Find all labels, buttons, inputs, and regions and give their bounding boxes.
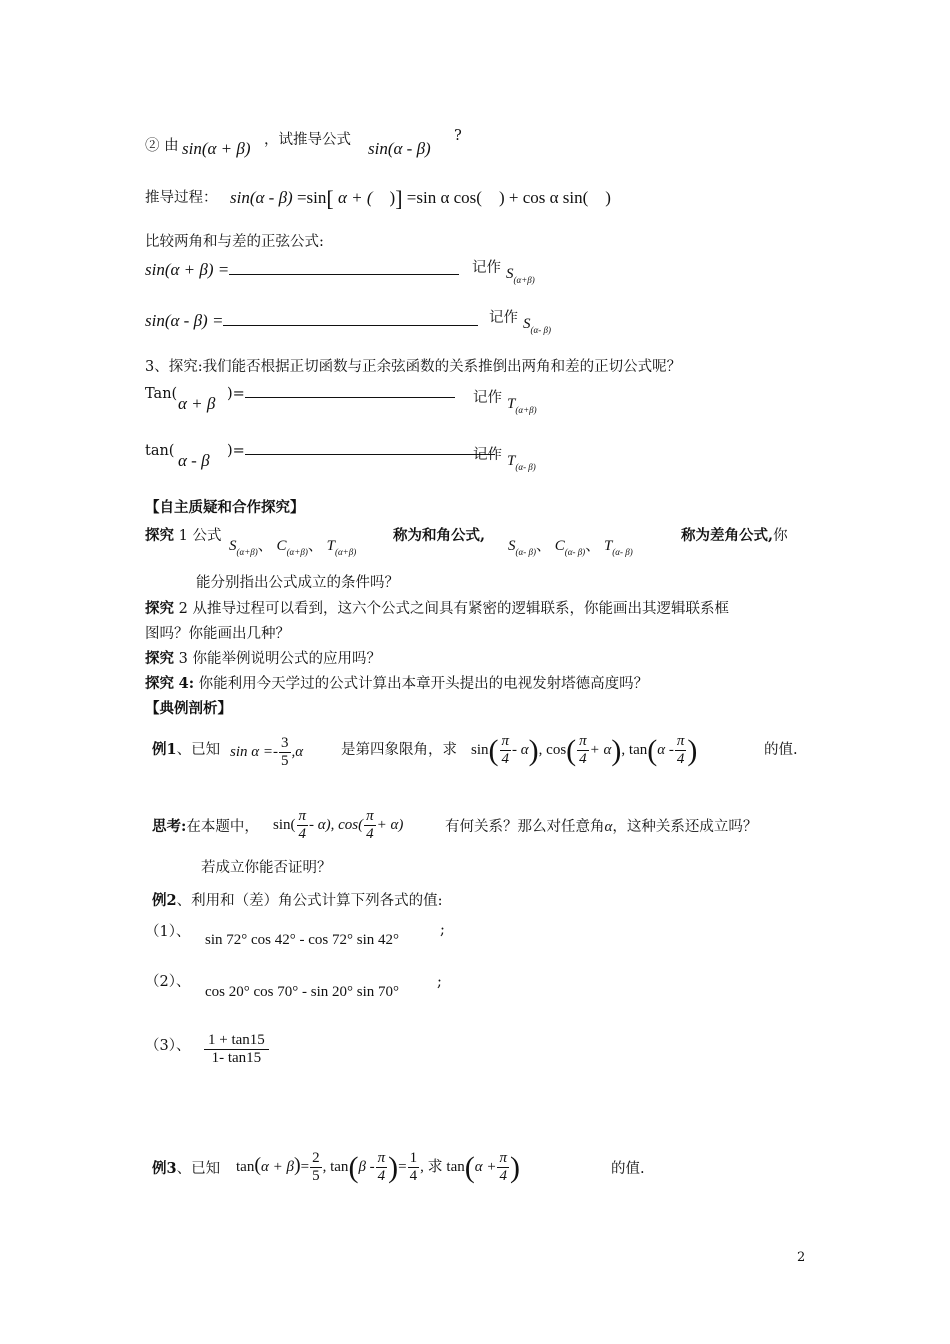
- example-3-tail: 的值.: [611, 1161, 645, 1177]
- ex2-item2-index: （2）、: [145, 974, 191, 990]
- tan-diff-symbol: $T_{(\alpha- \beta)}$: [507, 453, 536, 472]
- tan-sum-pre: Tan(: [145, 386, 178, 402]
- explore-q4: 探究 4: 你能利用今天学过的公式计算出本章开头提出的电视发射塔德高度吗？: [145, 675, 649, 692]
- ex2-item2-semi: ;: [437, 974, 442, 990]
- tan-diff-record: 记作: [473, 447, 502, 463]
- explore-q2-line2: 图吗？你能画出几种？: [145, 626, 290, 642]
- sin-sum-record: 记作: [472, 260, 501, 276]
- think-formula: sin( $\frac{\pi}{4}$ - α), cos( $\frac{\pi}{4}$ + α): [273, 808, 404, 843]
- ex2-item3-fraction: $\frac{1 + \tan 15}{1- \tan 15}$: [203, 1032, 270, 1068]
- explore-3: 3、探究:我们能否根据正切函数与正余弦函数的关系推倒出两角和差的正切公式呢？: [145, 359, 682, 375]
- example-1-tail: 的值.: [764, 742, 798, 758]
- compare-label: 比较两角和与差的正弦公式:: [145, 234, 324, 250]
- think-text: 有何关系？那么对任意角α，这种关系还成立吗？: [445, 819, 758, 835]
- think-line2: 若成立你能否证明？: [201, 860, 332, 876]
- sin-diff-line: sin(α - β) =: [145, 311, 478, 331]
- ex2-item3-index: （3）、: [145, 1038, 191, 1054]
- q1-sum-label: 称为和角公式,: [393, 527, 486, 544]
- question-mark: ?: [454, 128, 462, 144]
- sin-sum-symbol: $S_{(\alpha+\beta)}$: [506, 266, 535, 285]
- think-label: 思考:在本题中，: [152, 818, 259, 835]
- process-formula: sin(α - β) =sin[ α + ( )] =sin α cos( ) + cos α sin( ): [230, 186, 611, 211]
- formula-sin-diff: sin(α - β): [368, 139, 431, 158]
- example-1-targets: sin( $\frac{\pi}{4}$ - α), cos( $\frac{\pi}{4}$ + α), tan(α - $\frac{\pi}{4}$ ): [471, 733, 698, 768]
- ex2-item1-expr: sin 72° cos 42° - cos 72° sin 42°: [205, 932, 399, 948]
- sin-sum-line: sin(α + β) =: [145, 260, 459, 280]
- example-3-label: 例3、已知: [152, 1160, 221, 1177]
- example-1-given: sin α =- $\frac{3}{5}$ ,α: [230, 735, 304, 770]
- tan-sum-record: 记作: [473, 390, 502, 406]
- example-1-text: 是第四象限角，求: [341, 742, 457, 758]
- sin-diff-symbol: $S_{(\alpha- \beta)}$: [523, 316, 551, 335]
- q1-diff-label: 称为差角公式,你: [681, 527, 788, 544]
- process-label: 推导过程：: [145, 190, 218, 206]
- ex2-item1-index: （1）、: [145, 924, 191, 940]
- formula-sin-sum: sin(α + β): [182, 139, 251, 158]
- derivation-text2: ，试推导公式: [264, 132, 351, 148]
- section-heading-examples: 【典例剖析】: [145, 700, 232, 717]
- section-heading-explore: 【自主质疑和合作探究】: [145, 499, 305, 516]
- sin-diff-record: 记作: [489, 310, 518, 326]
- tan-diff-arg: α - β: [178, 451, 210, 470]
- ex2-item1-semi: ;: [440, 922, 445, 938]
- tan-diff-eq: )=: [227, 443, 495, 459]
- page-number: 2: [797, 1250, 806, 1265]
- derivation-item2: ② 由: [145, 138, 179, 154]
- q1-formulas-sum: $S_{(\alpha+\beta)}$、 $C_{(\alpha+\beta)}$、 $T_{(\alpha+\beta)}$: [229, 538, 357, 557]
- explore-q1: 探究 1 公式: [145, 527, 222, 544]
- explore-q2: 探究 2 从推导过程可以看到，这六个公式之间具有紧密的逻辑联系，你能画出其逻辑联系框: [145, 600, 729, 617]
- explore-q3: 探究 3 你能举例说明公式的应用吗？: [145, 650, 381, 667]
- ex2-item2-expr: cos 20° cos 70° - sin 20° sin 70°: [205, 984, 399, 1000]
- tan-sum-arg: α + β: [178, 394, 216, 413]
- tan-sum-symbol: $T_{(\alpha+\beta)}$: [507, 396, 537, 415]
- q1-line2: 能分别指出公式成立的条件吗？: [196, 575, 399, 591]
- example-1-label: 例1、已知: [152, 741, 221, 758]
- tan-diff-pre: tan(: [145, 443, 175, 459]
- example-3-formula: tan(α + β)= $\frac{2}{5}$ , tan(β - $\frac{\pi}{4}$ )= $\frac{1}{4}$ , 求 tan(α + $\frac{\pi}{4}$ ): [236, 1150, 520, 1185]
- example-2-label: 例2、利用和（差）角公式计算下列各式的值:: [152, 892, 443, 909]
- tan-sum-eq: )=: [227, 386, 455, 402]
- q1-formulas-diff: $S_{(\alpha- \beta)}$、 $C_{(\alpha- \beta)}$、 $T_{(\alpha- \beta)}$: [508, 538, 633, 557]
